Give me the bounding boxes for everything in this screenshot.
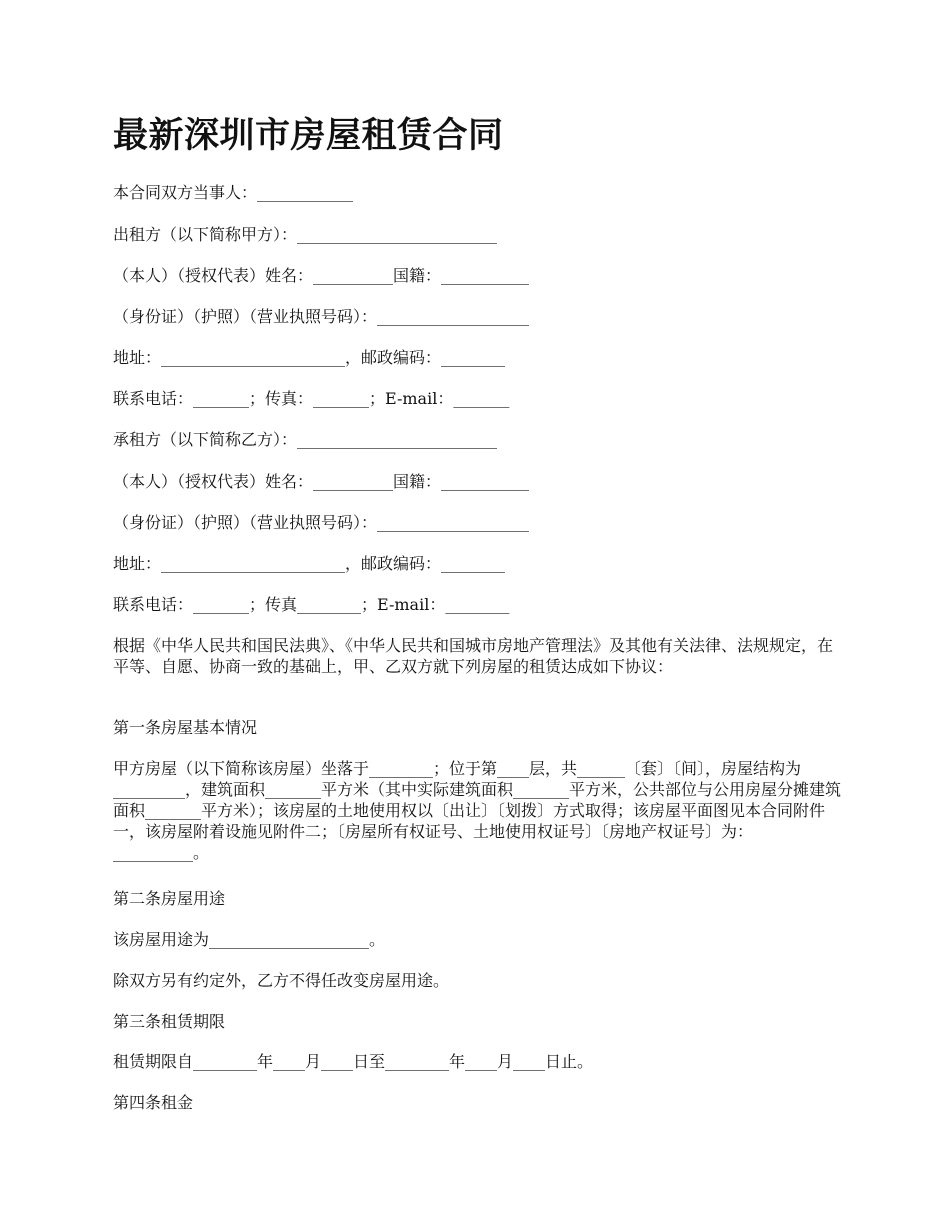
parties-intro: 本合同双方当事人：____________ — [113, 183, 354, 202]
article-3-body: 租赁期限自________年____月____日至________年____月____日止。 — [113, 1052, 594, 1071]
article-4-heading: 第四条租金 — [113, 1093, 194, 1112]
article-3-heading: 第三条租赁期限 — [113, 1012, 226, 1031]
lessor-name-nationality: （本人）（授权代表）姓名：__________国籍：___________ — [113, 266, 530, 285]
document-title: 最新深圳市房屋租赁合同 — [113, 116, 504, 156]
article-2-body: 该房屋用途为____________________。 — [113, 930, 386, 949]
article-2-heading: 第二条房屋用途 — [113, 889, 226, 908]
lessee-id-number: （身份证）（护照）（营业执照号码）：___________________ — [113, 513, 530, 532]
article-1-body: 甲方房屋（以下简称该房屋）坐落于________；位于第____层，共______〔套〕〔间〕，房屋结构为_________，建筑面积_______平方米（其中实际建筑面积_______平方米，公共部位与公用房屋分摊建筑面积_______平方米）；该房屋的土地使用权以〔出让〕〔划拨〕方式取得；该房屋平面图见本合同附件一，该房屋附着设施见附件二；〔房屋所有权证号、土地使用权证号〕〔房地产权证号〕为：__________。 — [113, 759, 842, 862]
lessor-id-number: （身份证）（护照）（营业执照号码）：___________________ — [113, 307, 530, 326]
lessor-contact: 联系电话：_______；传真：_______；E-mail：_______ — [113, 389, 510, 408]
lessee-address: 地址：_______________________，邮政编码：________ — [113, 554, 506, 573]
article-1-heading: 第一条房屋基本情况 — [113, 718, 258, 737]
legal-basis-paragraph: 根据《中华人民共和国民法典》、《中华人民共和国城市房地产管理法》及其他有关法律、法规规定，在平等、自愿、协商一致的基础上，甲、乙双方就下列房屋的租赁达成如下协议： — [113, 636, 834, 676]
lessor-heading: 出租方（以下简称甲方）：_________________________ — [113, 225, 498, 244]
lessee-name-nationality: （本人）（授权代表）姓名：__________国籍：___________ — [113, 472, 530, 491]
lessee-contact: 联系电话：_______；传真________；E-mail：________ — [113, 595, 510, 614]
article-2-restriction: 除双方另有约定外，乙方不得任改变房屋用途。 — [113, 971, 450, 990]
lessee-heading: 承租方（以下简称乙方）：_________________________ — [113, 430, 498, 449]
lessor-address: 地址：_______________________，邮政编码：________ — [113, 348, 506, 367]
